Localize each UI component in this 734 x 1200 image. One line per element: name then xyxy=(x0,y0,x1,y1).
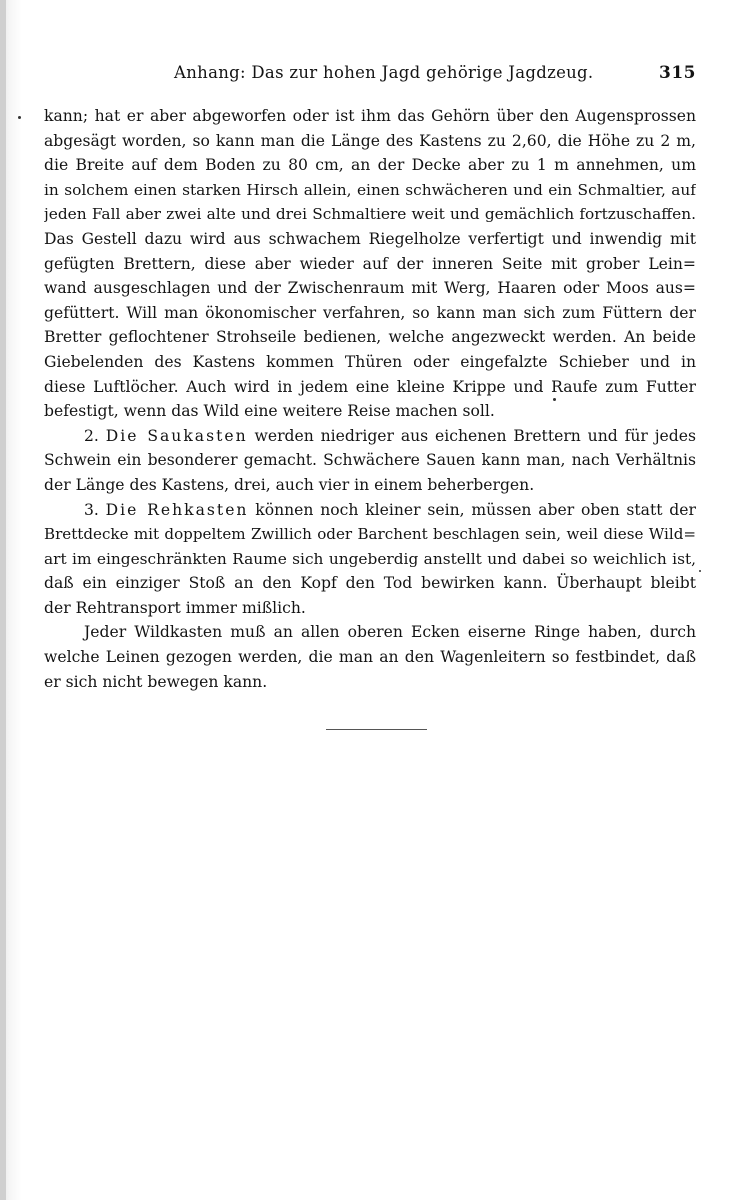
text-line: die Breite auf dem Boden zu 80 cm, an der Decke aber zu 1 m annehmen, um xyxy=(44,156,696,175)
text-line xyxy=(44,424,696,449)
item-number: 2. xyxy=(84,426,99,445)
text-line: Brettdecke mit doppeltem Zwillich oder Barchent beschlagen sein, weil diese Wild= xyxy=(44,525,696,544)
ink-speck xyxy=(553,398,556,401)
text-line: er sich nicht bewegen kann. xyxy=(44,672,268,691)
text-line: jeden Fall aber zwei alte und drei Schmaltiere weit und gemächlich fortzuschaffen. xyxy=(44,205,696,224)
paragraph-wildkasten xyxy=(44,620,696,694)
text-line xyxy=(44,498,696,523)
text-line: abgesägt worden, so kann man die Länge des Kastens zu 2,60, die Höhe zu 2 m, xyxy=(44,131,696,150)
spaced-term: Die Saukasten xyxy=(105,426,248,445)
page-edge-shadow xyxy=(0,0,6,1200)
text-line: diese Luftlöcher. Auch wird in jedem eine kleine Krippe und Raufe zum Futter xyxy=(44,377,696,396)
page-header xyxy=(40,62,696,86)
closing-rule xyxy=(326,729,427,730)
text-line: in solchem einen starken Hirsch allein, einen schwächeren und ein Schmaltier, auf xyxy=(44,180,696,199)
text-line: daß ein einziger Stoß an den Kopf den Tod bewirken kann. Überhaupt bleibt xyxy=(44,574,696,593)
paragraph-saukasten xyxy=(44,424,696,498)
item-number: 3. xyxy=(84,500,99,519)
text-line: Das Gestell dazu wird aus schwachem Riegelholze verfertigt und inwendig mit xyxy=(44,229,696,248)
ink-speck xyxy=(699,570,701,572)
line-rest: werden niedriger aus eichenen Brettern und für jedes xyxy=(254,426,696,445)
paragraph-rehkasten xyxy=(44,498,696,621)
paragraph-continuation xyxy=(44,104,696,424)
page-number: 315 xyxy=(659,63,696,83)
text-line: Giebelenden des Kastens kommen Thüren oder eingefalzte Schieber und in xyxy=(44,352,696,371)
text-line: befestigt, wenn das Wild eine weitere Reise machen soll. xyxy=(44,402,495,421)
text-line: gefüttert. Will man ökonomischer verfahren, so kann man sich zum Füttern der xyxy=(44,303,696,322)
body-text xyxy=(44,104,696,694)
text-line: der Länge des Kastens, drei, auch vier in einem beherbergen. xyxy=(44,475,535,494)
text-line: art im eingeschränkten Raume sich ungeberdig anstellt und dabei so weichlich ist, xyxy=(44,549,696,568)
text-line: der Rehtransport immer mißlich. xyxy=(44,598,306,617)
text-line: kann; hat er aber abgeworfen oder ist ihm das Gehörn über den Augensprossen xyxy=(44,107,696,125)
text-line: Schwein ein besonderer gemacht. Schwächere Sauen kann man, nach Verhältnis xyxy=(44,451,696,470)
spaced-term: Die Rehkasten xyxy=(105,500,249,519)
text-line: welche Leinen gezogen werden, die man an den Wagenleitern so festbindet, daß xyxy=(44,648,696,667)
text-line: wand ausgeschlagen und der Zwischenraum mit Werg, Haaren oder Moos aus= xyxy=(44,279,696,298)
ink-speck xyxy=(18,116,21,119)
text-line: Jeder Wildkasten muß an allen oberen Ecken eiserne Ringe haben, durch xyxy=(84,623,696,642)
text-line: gefügten Brettern, diese aber wieder auf der inneren Seite mit grober Lein= xyxy=(44,254,696,273)
text-line: Bretter geflochtener Strohseile bedienen, welche angezweckt werden. An beide xyxy=(44,328,696,347)
running-title: Anhang: Das zur hohen Jagd gehörige Jagdzeug. xyxy=(174,63,594,82)
line-rest: können noch kleiner sein, müssen aber oben statt der xyxy=(255,500,696,519)
